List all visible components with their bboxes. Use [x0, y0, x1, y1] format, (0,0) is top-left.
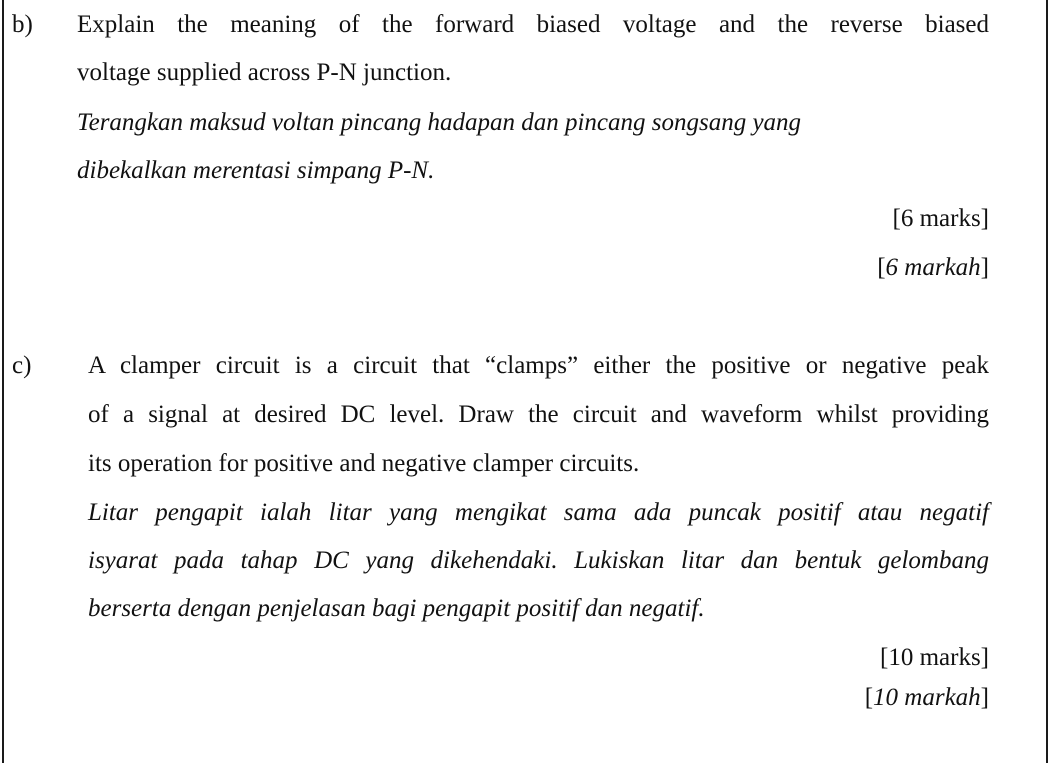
question-b-markah-close: ] — [980, 254, 989, 281]
question-b-english-line-2: voltage supplied across P-N junction. — [77, 59, 452, 86]
question-c-english-line-2: of a signal at desired DC level. Draw the circuit and waveform whilst providing — [88, 401, 989, 428]
question-c-marks: [10 marks] — [880, 644, 989, 671]
question-b-markah-text: 6 markah — [885, 254, 981, 281]
question-c-markah — [700, 683, 989, 713]
question-b-malay-line-1: Terangkan maksud voltan pincang hadapan dan pincang songsang yang — [77, 109, 802, 136]
question-c-malay-line-1: Litar pengapit ialah litar yang mengikat sama ada puncak positif atau negatif — [88, 499, 989, 526]
question-c-markah-close: ] — [980, 684, 989, 711]
question-c-malay-line-2: isyarat pada tahap DC yang dikehendaki. Lukiskan litar dan bentuk gelombang — [88, 547, 989, 574]
question-c-english-line-1: A clamper circuit is a circuit that “clamps” either the positive or negative peak — [88, 352, 989, 379]
question-b-label: b) — [12, 11, 33, 38]
question-c-markah-text: 10 markah — [873, 684, 981, 711]
question-c-english-line-3: its operation for positive and negative clamper circuits. — [88, 450, 640, 477]
question-c-label: c) — [12, 352, 32, 379]
page-border-left — [2, 0, 4, 763]
question-b-markah-open: [ — [877, 254, 886, 281]
question-b-malay-line-2: dibekalkan merentasi simpang P-N. — [77, 157, 435, 184]
page-border-right — [1046, 0, 1048, 763]
question-c-markah-open: [ — [864, 684, 874, 711]
question-b-english-line-1: Explain the meaning of the forward biased voltage and the reverse biased — [77, 11, 989, 38]
question-b-marks: [6 marks] — [892, 205, 989, 232]
question-c-malay-line-3: berserta dengan penjelasan bagi pengapit positif dan negatif. — [88, 595, 705, 622]
question-b-markah — [700, 253, 989, 283]
